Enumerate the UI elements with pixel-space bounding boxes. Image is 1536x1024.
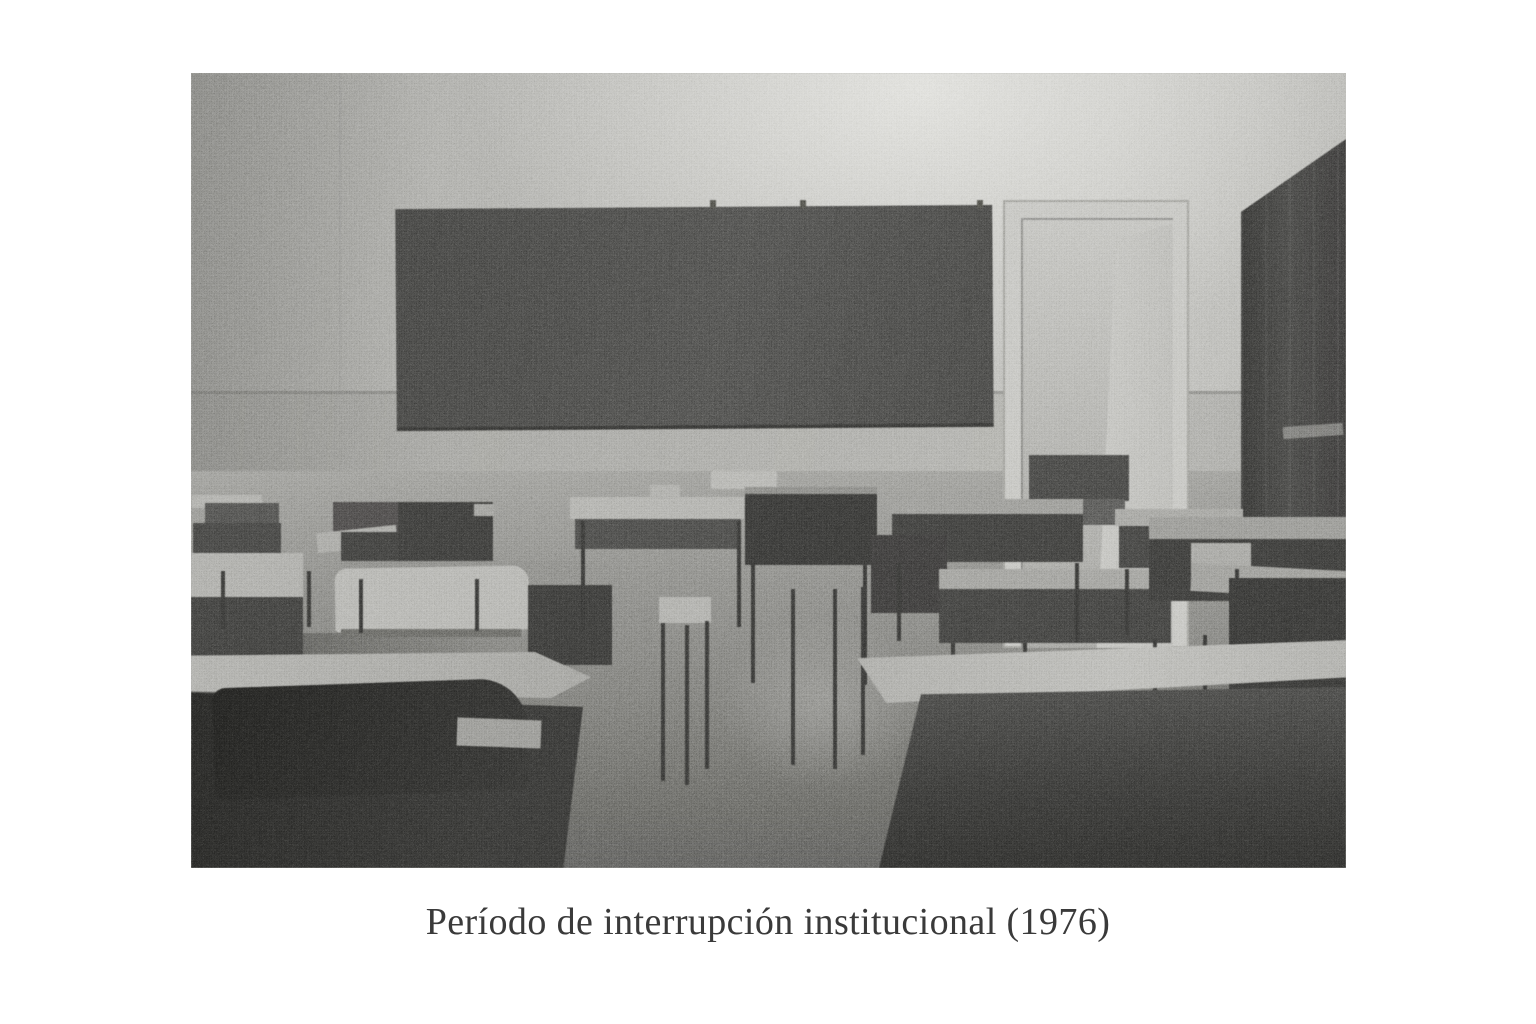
chair-leg [661,623,665,781]
blackboard-hook [800,200,806,208]
blackboard-hook [710,200,716,208]
desk-leg [833,589,837,769]
desk-leg [307,571,311,627]
desk-leg [475,579,479,631]
desk-leg [1125,569,1129,635]
teacher-desk [745,487,877,565]
chair-leg [705,621,709,769]
desk-side [575,519,741,549]
chair-back [334,565,529,632]
desk-side [871,535,947,613]
desk-top [891,499,1083,514]
desk-leg [737,521,741,627]
desk-surface [205,503,279,525]
blackboard-hook [977,200,983,208]
desk-top [191,553,303,599]
chair-leg [685,625,689,785]
desk-side [528,585,612,665]
desk-leg [791,589,795,765]
desk-top [939,569,1171,589]
chair-back [659,597,711,623]
classroom-scene [191,73,1346,868]
desk-leg [897,563,901,641]
desk-leg [581,521,585,631]
blackboard [395,205,994,431]
foreground-desk-front [879,687,1346,868]
desk-side [939,589,1171,643]
classroom-photo [191,73,1346,868]
chair-shadow [341,629,521,637]
desk-leg [221,571,225,629]
corridor-bench [1029,455,1129,501]
desk-leg [751,565,755,683]
figure-caption: Período de interrupción institucional (1976) [425,901,1111,943]
desk-leg [861,587,865,755]
desk-side [191,597,303,659]
chair-seat [457,718,542,749]
wall-seam [339,73,341,391]
desk-leg [1235,569,1239,635]
desk-top [474,504,494,516]
desk-top [570,497,744,519]
desk-leg [359,579,363,633]
desk-top [1149,517,1346,539]
desk-leg [1075,563,1079,643]
desk-item [650,485,680,499]
